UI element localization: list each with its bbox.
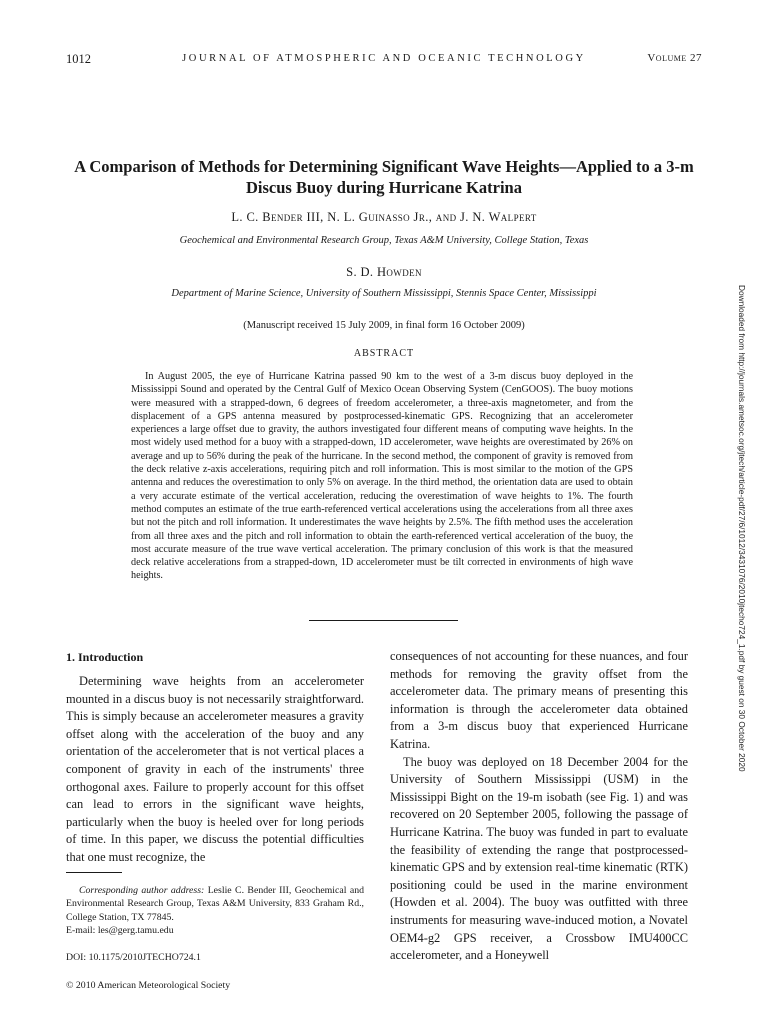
intro-paragraph-2: consequences of not accounting for these nuances, and four methods for removing the gravity offset from the accelerometer data. The primary means of presenting this information is through the accelerometer data obtained from a 3-m discus buoy that experienced Hurricane Katrina.: [390, 649, 688, 751]
copyright: © 2010 American Meteorological Society: [66, 980, 231, 991]
affiliation-1: Geochemical and Environmental Research Group, Texas A&M University, College Station, Texas: [179, 235, 589, 246]
manuscript-dates: (Manuscript received 15 July 2009, in final form 16 October 2009): [243, 320, 525, 331]
doi: DOI: 10.1175/2010JTECHO724.1: [66, 952, 201, 963]
page-number: 1012: [66, 52, 91, 66]
volume-label: Volume 27: [647, 52, 702, 64]
author-list-1: L. C. Bender III, N. L. Guinasso Jr., and J. N. Walpert: [231, 210, 537, 224]
abstract-heading: ABSTRACT: [353, 348, 415, 359]
journal-name: JOURNAL OF ATMOSPHERIC AND OCEANIC TECHNOLOGY: [182, 53, 586, 64]
intro-paragraph-1: Determining wave heights from an accelerometer mounted in a discus buoy is not necessarily straightforward. This is simply because an accelerometer measures a gravity offset along with the acceleration of the buoy and any orientation of the accelerometer that is not vertical places a component of gravity in each of the instruments' three orthogonal axes. Failure to properly account for this offset can lead to errors in the significant wave heights, particularly when the buoy is heeled over for long periods of time. In this paper, we discuss the potential difficulties that one must recognize, the: [66, 674, 364, 864]
article-title: A Comparison of Methods for Determining Significant Wave Heights—Applied to a 3-m Discus Buoy during Hurricane Katrina: [74, 157, 694, 197]
abstract-divider: [309, 620, 458, 621]
download-watermark: Downloaded from http://journals.ametsoc.org/jtech/article-pdf/27/6/1012/3431076/2010jtecho724_1.pdf by guest on 30 October 2020: [737, 285, 747, 772]
footnote-divider: [66, 872, 122, 873]
intro-paragraph-3: The buoy was deployed on 18 December 2004 for the University of Southern Mississippi (USM) in the Mississippi Bight on the 19-m isobath (see Fig. 1) and was recovered on 20 September 2005, following the passage of Hurricane Katrina. The buoy was funded in part to evaluate the feasibility of extending the range that postprocessed-kinematic GPS and by extension real-time kinematic (RTK) positioning could be used in the marine environment (Howden et al. 2004). The buoy was outfitted with three instruments for measuring wave-induced motion, a Novatel OEM4-g2 GPS receiver, a Crossbow IMU400CC accelerometer, and a Honeywell: [390, 754, 688, 963]
footnote-label: Corresponding author address:: [79, 885, 205, 896]
running-header: [66, 52, 702, 70]
right-column: [390, 648, 688, 965]
footnote-email: E-mail: les@gerg.tamu.edu: [66, 924, 174, 936]
corresponding-author-footnote: [66, 884, 364, 937]
footnote-text: Leslie C. Bender III, Geochemical and Environmental Research Group, Texas A&M University, 833 Graham Rd., College Station, TX 77845.: [66, 885, 364, 923]
affiliation-2: Department of Marine Science, University of Southern Mississippi, Stennis Space Center, Mississippi: [171, 288, 597, 299]
author-list-2: S. D. Howden: [346, 265, 422, 279]
section-heading: 1. Introduction: [66, 650, 144, 664]
abstract-text: In August 2005, the eye of Hurricane Katrina passed 90 km to the west of a 3-m discus buoy deployed in the Mississippi Sound and operated by the Central Gulf of Mexico Ocean Observing System (CenGOOS). The buoy motions were measured with a strapped-down, 6 degrees of freedom accelerometer, a three-axis magnetometer, and from the displacement of a GPS antenna measured by postprocessed-kinematic GPS. Recognizing that an accelerometer experiences a large offset due to gravity, the authors investigated four different means of computing wave heights. In the most widely used method for a buoy with a strapped-down, 1D accelerometer, wave heights are overestimated by 26% on average and up to 56% during the peak of the hurricane. In the second method, the component of gravity is removed from the deck relative z-axis accelerations, requiring pitch and roll information. This is most similar to the motion of the GPS antenna and reduces the overestimation to only 5% on average. In the third method, the orientation data are used to obtain a very accurate estimate of the vertical acceleration, reducing the overestimation of wave heights to 1%. The fourth method computes an estimate of the true earth-referenced vertical accelerations using the accelerations from all three axes but not the pitch and roll information. It underestimates the wave heights by 2.5%. The fifth method uses the acceleration from all three axes and the pitch and roll information to obtain the earth-referenced vertical acceleration of the buoy, the most accurate measure of the true wave vertical acceleration. The primary conclusion of this work is that the measured deck relative accelerations from a strapped-down, 1D accelerometer must be tilt corrected in environments of high wave heights.: [131, 371, 633, 582]
